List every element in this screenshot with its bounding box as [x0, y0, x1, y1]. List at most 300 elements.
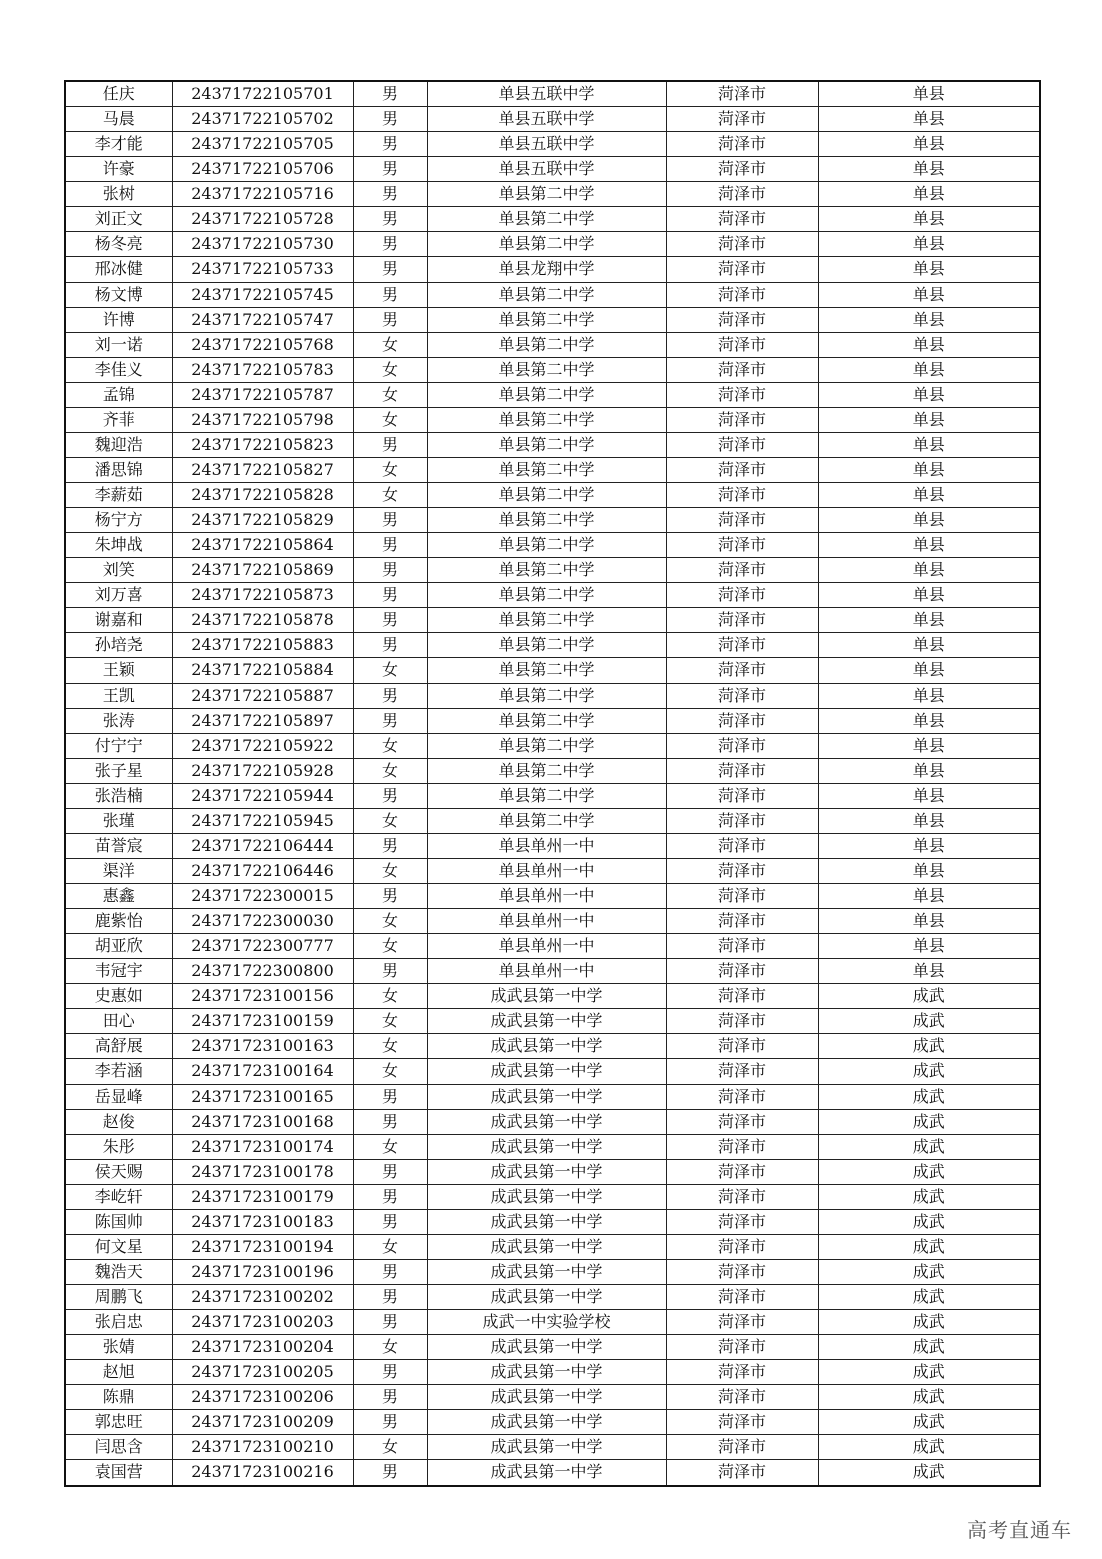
- school-cell: 单县单州一中: [427, 909, 666, 934]
- name-cell: 许博: [65, 307, 172, 332]
- school-cell: 单县第二中学: [427, 733, 666, 758]
- county-cell: 单县: [818, 282, 1040, 307]
- school-cell: 单县第二中学: [427, 232, 666, 257]
- county-cell: 单县: [818, 533, 1040, 558]
- school-cell: 单县单州一中: [427, 833, 666, 858]
- school-cell: 单县第二中学: [427, 558, 666, 583]
- city-cell: 菏泽市: [666, 808, 818, 833]
- table-row: [65, 1285, 1040, 1310]
- city-cell: 菏泽市: [666, 1034, 818, 1059]
- county-cell: 成武: [818, 1435, 1040, 1460]
- gender-cell: 男: [353, 282, 427, 307]
- city-cell: 菏泽市: [666, 934, 818, 959]
- name-cell: 郭忠旺: [65, 1410, 172, 1435]
- school-cell: 单县第二中学: [427, 633, 666, 658]
- school-cell: 单县单州一中: [427, 884, 666, 909]
- school-cell: 成武县第一中学: [427, 1435, 666, 1460]
- school-cell: 单县第二中学: [427, 708, 666, 733]
- table-row: [65, 508, 1040, 533]
- gender-cell: 男: [353, 1184, 427, 1209]
- school-cell: 成武县第一中学: [427, 1234, 666, 1259]
- school-cell: 单县单州一中: [427, 934, 666, 959]
- city-cell: 菏泽市: [666, 207, 818, 232]
- gender-cell: 男: [353, 608, 427, 633]
- school-cell: 成武县第一中学: [427, 1385, 666, 1410]
- school-cell: 单县五联中学: [427, 157, 666, 182]
- exam-number-cell: 24371722105945: [172, 808, 353, 833]
- city-cell: 菏泽市: [666, 533, 818, 558]
- name-cell: 刘万喜: [65, 583, 172, 608]
- exam-number-cell: 24371723100196: [172, 1259, 353, 1284]
- county-cell: 单县: [818, 483, 1040, 508]
- county-cell: 单县: [818, 382, 1040, 407]
- school-cell: 单县第二中学: [427, 658, 666, 683]
- gender-cell: 女: [353, 934, 427, 959]
- name-cell: 孙培尧: [65, 633, 172, 658]
- school-cell: 单县五联中学: [427, 132, 666, 157]
- name-cell: 渠洋: [65, 858, 172, 883]
- exam-number-cell: 24371723100164: [172, 1059, 353, 1084]
- county-cell: 单县: [818, 307, 1040, 332]
- county-cell: 单县: [818, 407, 1040, 432]
- name-cell: 张婧: [65, 1335, 172, 1360]
- gender-cell: 男: [353, 833, 427, 858]
- county-cell: 单县: [818, 357, 1040, 382]
- table-row: [65, 357, 1040, 382]
- exam-number-cell: 24371722106446: [172, 858, 353, 883]
- city-cell: 菏泽市: [666, 1259, 818, 1284]
- exam-number-cell: 24371722105883: [172, 633, 353, 658]
- school-cell: 单县第二中学: [427, 808, 666, 833]
- city-cell: 菏泽市: [666, 307, 818, 332]
- table-row: [65, 1335, 1040, 1360]
- table-row: [65, 884, 1040, 909]
- exam-number-cell: 24371723100203: [172, 1310, 353, 1335]
- city-cell: 菏泽市: [666, 407, 818, 432]
- school-cell: 单县第二中学: [427, 483, 666, 508]
- table-row: [65, 1385, 1040, 1410]
- exam-number-cell: 24371722105728: [172, 207, 353, 232]
- exam-number-cell: 24371722105798: [172, 407, 353, 432]
- gender-cell: 女: [353, 457, 427, 482]
- exam-number-cell: 24371723100165: [172, 1084, 353, 1109]
- county-cell: 单县: [818, 884, 1040, 909]
- school-cell: 成武县第一中学: [427, 1109, 666, 1134]
- exam-number-cell: 24371723100202: [172, 1285, 353, 1310]
- table-row: [65, 157, 1040, 182]
- gender-cell: 女: [353, 407, 427, 432]
- city-cell: 菏泽市: [666, 232, 818, 257]
- city-cell: 菏泽市: [666, 432, 818, 457]
- name-cell: 王颖: [65, 658, 172, 683]
- name-cell: 张浩楠: [65, 783, 172, 808]
- school-cell: 成武县第一中学: [427, 1059, 666, 1084]
- exam-number-cell: 24371722105864: [172, 533, 353, 558]
- city-cell: 菏泽市: [666, 1310, 818, 1335]
- name-cell: 陈鼎: [65, 1385, 172, 1410]
- name-cell: 杨宁方: [65, 508, 172, 533]
- name-cell: 朱坤战: [65, 533, 172, 558]
- name-cell: 惠鑫: [65, 884, 172, 909]
- table-row: [65, 808, 1040, 833]
- name-cell: 潘思锦: [65, 457, 172, 482]
- county-cell: 单县: [818, 708, 1040, 733]
- gender-cell: 男: [353, 1084, 427, 1109]
- exam-number-cell: 24371722105705: [172, 132, 353, 157]
- city-cell: 菏泽市: [666, 157, 818, 182]
- name-cell: 苗誉宸: [65, 833, 172, 858]
- city-cell: 菏泽市: [666, 783, 818, 808]
- gender-cell: 男: [353, 633, 427, 658]
- gender-cell: 男: [353, 257, 427, 282]
- gender-cell: 男: [353, 708, 427, 733]
- school-cell: 单县第二中学: [427, 357, 666, 382]
- name-cell: 魏迎浩: [65, 432, 172, 457]
- county-cell: 单县: [818, 207, 1040, 232]
- school-cell: 成武县第一中学: [427, 1410, 666, 1435]
- table-row: [65, 758, 1040, 783]
- gender-cell: 男: [353, 1209, 427, 1234]
- name-cell: 陈国帅: [65, 1209, 172, 1234]
- city-cell: 菏泽市: [666, 332, 818, 357]
- school-cell: 单县第二中学: [427, 307, 666, 332]
- table-row: [65, 307, 1040, 332]
- table-row: [65, 282, 1040, 307]
- county-cell: 成武: [818, 1034, 1040, 1059]
- school-cell: 成武县第一中学: [427, 984, 666, 1009]
- exam-number-cell: 24371722105829: [172, 508, 353, 533]
- name-cell: 岳显峰: [65, 1084, 172, 1109]
- name-cell: 刘笑: [65, 558, 172, 583]
- table-row: [65, 633, 1040, 658]
- table-row: [65, 1209, 1040, 1234]
- school-cell: 成武一中实验学校: [427, 1310, 666, 1335]
- school-cell: 单县第二中学: [427, 407, 666, 432]
- school-cell: 单县龙翔中学: [427, 257, 666, 282]
- school-cell: 单县五联中学: [427, 81, 666, 107]
- name-cell: 高舒展: [65, 1034, 172, 1059]
- gender-cell: 男: [353, 132, 427, 157]
- school-cell: 单县第二中学: [427, 533, 666, 558]
- school-cell: 单县第二中学: [427, 758, 666, 783]
- school-cell: 成武县第一中学: [427, 1285, 666, 1310]
- name-cell: 张启忠: [65, 1310, 172, 1335]
- name-cell: 杨文博: [65, 282, 172, 307]
- table-row: [65, 257, 1040, 282]
- county-cell: 单县: [818, 733, 1040, 758]
- table-row: [65, 608, 1040, 633]
- county-cell: 单县: [818, 683, 1040, 708]
- table-row: [65, 232, 1040, 257]
- gender-cell: 男: [353, 1109, 427, 1134]
- gender-cell: 女: [353, 808, 427, 833]
- city-cell: 菏泽市: [666, 1360, 818, 1385]
- exam-number-cell: 24371723100178: [172, 1159, 353, 1184]
- county-cell: 成武: [818, 1109, 1040, 1134]
- name-cell: 何文星: [65, 1234, 172, 1259]
- exam-number-cell: 24371722105787: [172, 382, 353, 407]
- table-row: [65, 1460, 1040, 1486]
- name-cell: 任庆: [65, 81, 172, 107]
- school-cell: 单县单州一中: [427, 959, 666, 984]
- school-cell: 单县第二中学: [427, 583, 666, 608]
- city-cell: 菏泽市: [666, 257, 818, 282]
- name-cell: 王凯: [65, 683, 172, 708]
- table-row: [65, 1435, 1040, 1460]
- exam-number-cell: 24371722105897: [172, 708, 353, 733]
- county-cell: 单县: [818, 257, 1040, 282]
- school-cell: 成武县第一中学: [427, 1335, 666, 1360]
- gender-cell: 男: [353, 157, 427, 182]
- gender-cell: 男: [353, 959, 427, 984]
- city-cell: 菏泽市: [666, 1285, 818, 1310]
- table-row: [65, 1360, 1040, 1385]
- gender-cell: 男: [353, 182, 427, 207]
- county-cell: 单县: [818, 508, 1040, 533]
- table-row: [65, 1159, 1040, 1184]
- name-cell: 付宁宁: [65, 733, 172, 758]
- gender-cell: 男: [353, 1410, 427, 1435]
- school-cell: 成武县第一中学: [427, 1184, 666, 1209]
- table-row: [65, 558, 1040, 583]
- school-cell: 单县第二中学: [427, 182, 666, 207]
- county-cell: 成武: [818, 1084, 1040, 1109]
- table-row: [65, 483, 1040, 508]
- city-cell: 菏泽市: [666, 1435, 818, 1460]
- county-cell: 单县: [818, 608, 1040, 633]
- city-cell: 菏泽市: [666, 1059, 818, 1084]
- table-row: [65, 658, 1040, 683]
- gender-cell: 女: [353, 1059, 427, 1084]
- gender-cell: 男: [353, 1259, 427, 1284]
- exam-number-cell: 24371723100210: [172, 1435, 353, 1460]
- name-cell: 周鹏飞: [65, 1285, 172, 1310]
- exam-number-cell: 24371722105827: [172, 457, 353, 482]
- gender-cell: 女: [353, 858, 427, 883]
- county-cell: 成武: [818, 1360, 1040, 1385]
- gender-cell: 女: [353, 1435, 427, 1460]
- county-cell: 成武: [818, 1059, 1040, 1084]
- city-cell: 菏泽市: [666, 1084, 818, 1109]
- name-cell: 杨冬亮: [65, 232, 172, 257]
- county-cell: 单县: [818, 858, 1040, 883]
- table-row: [65, 457, 1040, 482]
- county-cell: 成武: [818, 1259, 1040, 1284]
- county-cell: 单县: [818, 132, 1040, 157]
- name-cell: 许豪: [65, 157, 172, 182]
- county-cell: 单县: [818, 959, 1040, 984]
- school-cell: 单县第二中学: [427, 508, 666, 533]
- exam-number-cell: 24371723100163: [172, 1034, 353, 1059]
- gender-cell: 女: [353, 733, 427, 758]
- exam-number-cell: 24371722105733: [172, 257, 353, 282]
- exam-number-cell: 24371722300015: [172, 884, 353, 909]
- city-cell: 菏泽市: [666, 1009, 818, 1034]
- table-row: [65, 858, 1040, 883]
- city-cell: 菏泽市: [666, 1385, 818, 1410]
- exam-number-cell: 24371722105783: [172, 357, 353, 382]
- exam-number-cell: 24371723100183: [172, 1209, 353, 1234]
- school-cell: 单县第二中学: [427, 457, 666, 482]
- school-cell: 单县第二中学: [427, 282, 666, 307]
- gender-cell: 男: [353, 683, 427, 708]
- exam-number-cell: 24371723100174: [172, 1134, 353, 1159]
- name-cell: 李屹轩: [65, 1184, 172, 1209]
- city-cell: 菏泽市: [666, 959, 818, 984]
- gender-cell: 女: [353, 984, 427, 1009]
- table-row: [65, 1410, 1040, 1435]
- table-row: [65, 959, 1040, 984]
- city-cell: 菏泽市: [666, 683, 818, 708]
- city-cell: 菏泽市: [666, 633, 818, 658]
- gender-cell: 男: [353, 207, 427, 232]
- school-cell: 成武县第一中学: [427, 1084, 666, 1109]
- name-cell: 李薪茹: [65, 483, 172, 508]
- table-row: [65, 207, 1040, 232]
- school-cell: 成武县第一中学: [427, 1034, 666, 1059]
- exam-number-cell: 24371722105716: [172, 182, 353, 207]
- name-cell: 齐菲: [65, 407, 172, 432]
- gender-cell: 男: [353, 432, 427, 457]
- county-cell: 成武: [818, 984, 1040, 1009]
- city-cell: 菏泽市: [666, 984, 818, 1009]
- city-cell: 菏泽市: [666, 758, 818, 783]
- gender-cell: 男: [353, 508, 427, 533]
- table-row: [65, 1009, 1040, 1034]
- city-cell: 菏泽市: [666, 508, 818, 533]
- name-cell: 魏浩天: [65, 1259, 172, 1284]
- county-cell: 单县: [818, 758, 1040, 783]
- gender-cell: 男: [353, 1159, 427, 1184]
- school-cell: 单县单州一中: [427, 858, 666, 883]
- county-cell: 单县: [818, 934, 1040, 959]
- table-row: [65, 107, 1040, 132]
- table-row: [65, 432, 1040, 457]
- county-cell: 成武: [818, 1209, 1040, 1234]
- exam-number-cell: 24371723100179: [172, 1184, 353, 1209]
- table-row: [65, 833, 1040, 858]
- school-cell: 成武县第一中学: [427, 1460, 666, 1486]
- table-row: [65, 182, 1040, 207]
- roster-body: [65, 81, 1040, 1486]
- county-cell: 单县: [818, 182, 1040, 207]
- city-cell: 菏泽市: [666, 1234, 818, 1259]
- county-cell: 单县: [818, 432, 1040, 457]
- gender-cell: 男: [353, 583, 427, 608]
- name-cell: 闫思含: [65, 1435, 172, 1460]
- exam-number-cell: 24371723100204: [172, 1335, 353, 1360]
- gender-cell: 男: [353, 107, 427, 132]
- name-cell: 韦冠宇: [65, 959, 172, 984]
- exam-number-cell: 24371723100209: [172, 1410, 353, 1435]
- city-cell: 菏泽市: [666, 833, 818, 858]
- name-cell: 李才能: [65, 132, 172, 157]
- watermark-text: 高考直通车: [967, 1518, 1072, 1542]
- table-row: [65, 332, 1040, 357]
- exam-number-cell: 24371723100206: [172, 1385, 353, 1410]
- name-cell: 史惠如: [65, 984, 172, 1009]
- county-cell: 单县: [818, 558, 1040, 583]
- name-cell: 孟锦: [65, 382, 172, 407]
- name-cell: 张瑾: [65, 808, 172, 833]
- city-cell: 菏泽市: [666, 858, 818, 883]
- name-cell: 李若涵: [65, 1059, 172, 1084]
- school-cell: 单县第二中学: [427, 432, 666, 457]
- city-cell: 菏泽市: [666, 558, 818, 583]
- gender-cell: 男: [353, 783, 427, 808]
- county-cell: 单县: [818, 457, 1040, 482]
- school-cell: 单县五联中学: [427, 107, 666, 132]
- name-cell: 马晨: [65, 107, 172, 132]
- exam-number-cell: 24371722105706: [172, 157, 353, 182]
- city-cell: 菏泽市: [666, 1209, 818, 1234]
- gender-cell: 女: [353, 658, 427, 683]
- county-cell: 成武: [818, 1335, 1040, 1360]
- exam-number-cell: 24371722105745: [172, 282, 353, 307]
- city-cell: 菏泽市: [666, 1109, 818, 1134]
- exam-number-cell: 24371722300777: [172, 934, 353, 959]
- roster-table: [64, 80, 1041, 1487]
- gender-cell: 男: [353, 1385, 427, 1410]
- exam-number-cell: 24371723100168: [172, 1109, 353, 1134]
- city-cell: 菏泽市: [666, 658, 818, 683]
- gender-cell: 女: [353, 909, 427, 934]
- gender-cell: 女: [353, 483, 427, 508]
- school-cell: 单县第二中学: [427, 332, 666, 357]
- table-row: [65, 1134, 1040, 1159]
- city-cell: 菏泽市: [666, 382, 818, 407]
- city-cell: 菏泽市: [666, 1134, 818, 1159]
- gender-cell: 女: [353, 1009, 427, 1034]
- gender-cell: 女: [353, 1234, 427, 1259]
- county-cell: 单县: [818, 232, 1040, 257]
- city-cell: 菏泽市: [666, 583, 818, 608]
- table-row: [65, 1109, 1040, 1134]
- name-cell: 张涛: [65, 708, 172, 733]
- exam-number-cell: 24371722105828: [172, 483, 353, 508]
- school-cell: 成武县第一中学: [427, 1259, 666, 1284]
- table-row: [65, 1234, 1040, 1259]
- county-cell: 单县: [818, 658, 1040, 683]
- county-cell: 单县: [818, 783, 1040, 808]
- school-cell: 成武县第一中学: [427, 1360, 666, 1385]
- school-cell: 单县第二中学: [427, 683, 666, 708]
- gender-cell: 男: [353, 1360, 427, 1385]
- gender-cell: 女: [353, 382, 427, 407]
- table-row: [65, 783, 1040, 808]
- exam-number-cell: 24371722105944: [172, 783, 353, 808]
- name-cell: 侯天赐: [65, 1159, 172, 1184]
- table-row: [65, 1310, 1040, 1335]
- exam-number-cell: 24371722300030: [172, 909, 353, 934]
- table-row: [65, 583, 1040, 608]
- exam-number-cell: 24371722105768: [172, 332, 353, 357]
- exam-number-cell: 24371722105884: [172, 658, 353, 683]
- city-cell: 菏泽市: [666, 282, 818, 307]
- gender-cell: 男: [353, 307, 427, 332]
- county-cell: 单县: [818, 157, 1040, 182]
- name-cell: 谢嘉和: [65, 608, 172, 633]
- exam-number-cell: 24371723100159: [172, 1009, 353, 1034]
- county-cell: 成武: [818, 1385, 1040, 1410]
- name-cell: 鹿紫怡: [65, 909, 172, 934]
- exam-number-cell: 24371722105869: [172, 558, 353, 583]
- county-cell: 单县: [818, 107, 1040, 132]
- county-cell: 成武: [818, 1134, 1040, 1159]
- table-row: [65, 382, 1040, 407]
- gender-cell: 男: [353, 884, 427, 909]
- school-cell: 单县第二中学: [427, 382, 666, 407]
